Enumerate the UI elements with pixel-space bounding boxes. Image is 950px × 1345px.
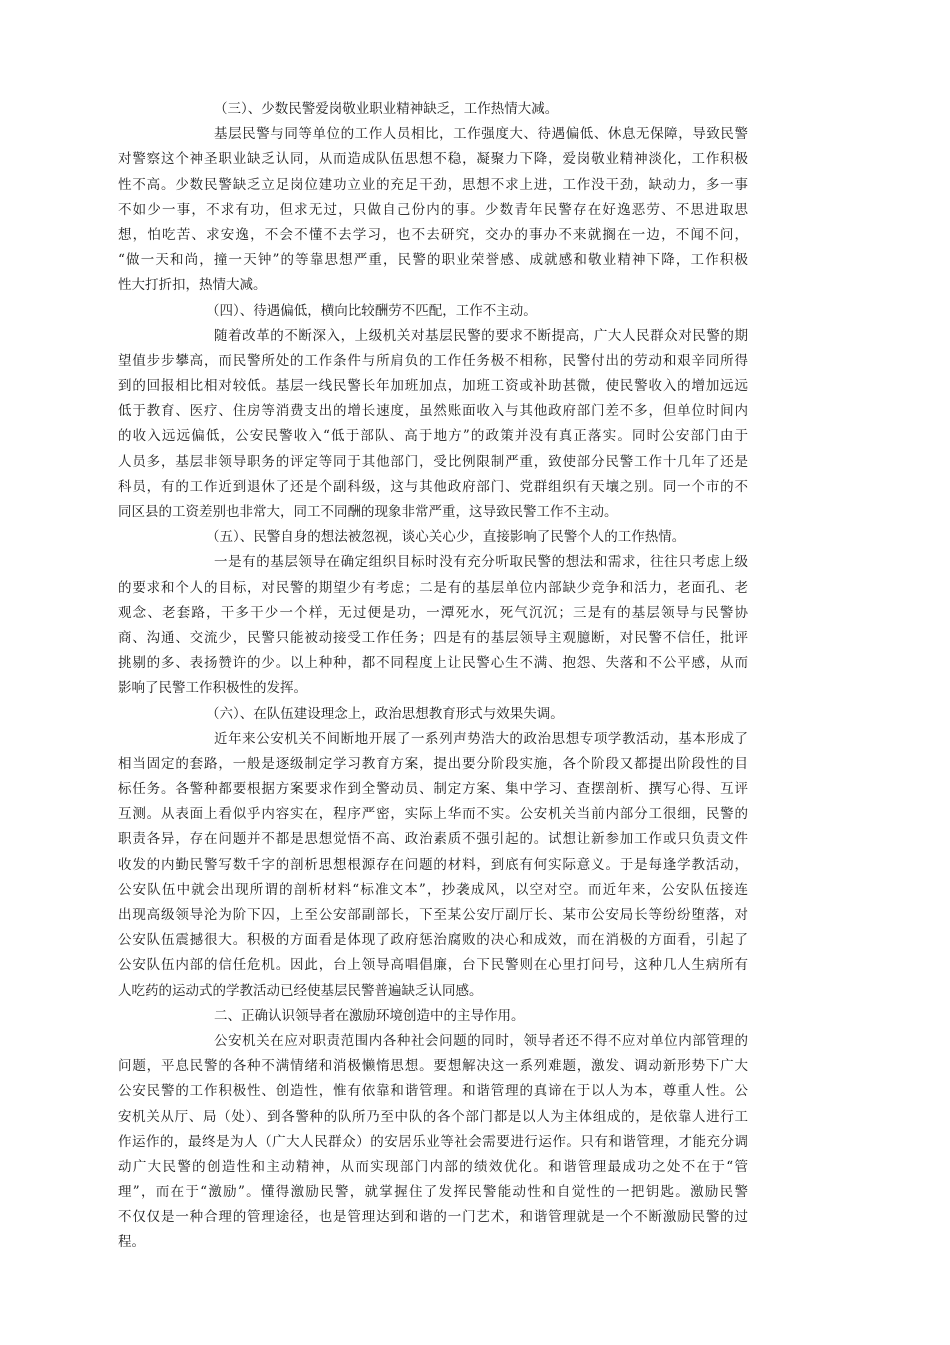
paragraph-line: 动广大民警的创造性和主动精神，从而实现部门内部的绩效优化。和谐管理最成功之处不在于“管 bbox=[118, 1158, 748, 1175]
paragraph-line: 人员多，基层非领导职务的评定等同于其他部门，受比例限制严重，致使部分民警工作十几年了还是 bbox=[118, 453, 748, 470]
paragraph-line: 基层民警与同等单位的工作人员相比，工作强度大、待遇偏低、休息无保障，导致民警 bbox=[214, 126, 748, 143]
paragraph-line: 互测。从表面上看似乎内容实在，程序严密，实际上华而不实。公安机关当前内部分工很细，民警的 bbox=[118, 806, 748, 823]
paragraph-line: 人吃药的运动式的学教活动已经使基层民警普遍缺乏认同感。 bbox=[118, 982, 483, 999]
paragraph-line: 标任务。各警种都要根据方案要求作到全警动员、制定方案、集中学习、查摆剖析、撰写心得、互评 bbox=[118, 781, 748, 798]
paragraph-line: 不如少一事，不求有功，但求无过，只做自己份内的事。少数青年民警存在好逸恶劳、不思进取思 bbox=[118, 201, 748, 218]
paragraph-line: 出现高级领导沦为阶下囚，上至公安部副部长，下至某公安厅副厅长、某市公安局长等纷纷堕落，对 bbox=[118, 907, 748, 923]
paragraph-line: 的收入远远偏低，公安民警收入“低于部队、高于地方”的政策并没有真正落实。同时公安部门由于 bbox=[118, 428, 748, 445]
paragraph-line: 近年来公安机关不间断地开展了一系列声势浩大的政治思想专项学教活动，基本形成了 bbox=[214, 730, 748, 747]
paragraph-line: 性不高。少数民警缺乏立足岗位建功立业的充足干劲，思想不求上进，工作没干劲，缺动力，多一事 bbox=[118, 176, 748, 193]
paragraph-line: “做一天和尚，撞一天钟”的等靠思想严重，民警的职业荣誉感、成就感和敬业精神下降，工作积极 bbox=[118, 252, 748, 269]
paragraph-line: 一是有的基层领导在确定组织目标时没有充分听取民警的想法和需求，往往只考虑上级 bbox=[214, 554, 748, 571]
paragraph-line: 低于教育、医疗、住房等消费支出的增长速度，虽然账面收入与其他政府部门差不多，但单位时间内 bbox=[118, 403, 748, 420]
paragraph-line: 性大打折扣，热情大减。 bbox=[118, 277, 267, 294]
paragraph-line: 职责各异，存在问题并不都是思想觉悟不高、政治素质不强引起的。试想让新参加工作或只负责文件 bbox=[118, 831, 748, 848]
paragraph-line: 不仅仅是一种合理的管理途径，也是管理达到和谐的一门艺术，和谐管理就是一个不断激励民警的过 bbox=[118, 1209, 748, 1226]
paragraph-line: 到的回报相比相对较低。基层一线民警长年加班加点，加班工资或补助甚微，使民警收入的增加远远 bbox=[118, 378, 748, 395]
paragraph-line: 公安民警的工作积极性、创造性，惟有依靠和谐管理。和谐管理的真谛在于以人为本，尊重人性。公 bbox=[118, 1083, 748, 1100]
paragraph-line: 望值步步攀高，而民警所处的工作条件与所肩负的工作任务极不相称，民警付出的劳动和艰辛同所得 bbox=[118, 352, 748, 369]
paragraph-line: 问题，平息民警的各种不满情绪和消极懒惰思想。要想解决这一系列难题，激发、调动新形势下广大 bbox=[118, 1058, 748, 1075]
section-heading: （五）、民警自身的想法被忽视，谈心关心少，直接影响了民警个人的工作热情。 bbox=[206, 529, 686, 546]
paragraph-line: 公安队伍震撼很大。积极的方面看是体现了政府惩治腐败的决心和成效，而在消极的方面看，引起了 bbox=[118, 932, 748, 949]
paragraph-line: 科员，有的工作近到退休了还是个副科级，这与其他政府部门、党群组织有天壤之别。同一个市的不 bbox=[118, 478, 748, 495]
section-heading: 二、正确认识领导者在激励环境创造中的主导作用。 bbox=[214, 1007, 525, 1024]
document-body bbox=[118, 97, 748, 1256]
paragraph-line: 理”，而在于“激励”。懂得激励民警，就掌握住了发挥民警能动性和自觉性的一把钥匙。激励民警 bbox=[118, 1184, 748, 1201]
section-heading: （四）、待遇偏低，横向比较酬劳不匹配，工作不主动。 bbox=[206, 302, 537, 319]
paragraph-line: 随着改革的不断深入，上级机关对基层民警的要求不断提高，广大人民群众对民警的期 bbox=[214, 327, 748, 344]
paragraph-line: 观念、老套路，干多干少一个样，无过便是功，一潭死水，死气沉沉；三是有的基层领导与民警协 bbox=[118, 604, 748, 621]
paragraph-line: 收发的内勤民警写数千字的剖析思想根源存在问题的材料，到底有何实际意义。于是每逢学教活动， bbox=[118, 856, 748, 873]
paragraph-line: 影响了民警工作积极性的发挥。 bbox=[118, 680, 307, 697]
paragraph-line: 安机关从厅、局（处）、到各警种的队所乃至中队的各个部门都是以人为主体组成的，是依靠人进行工 bbox=[118, 1108, 748, 1125]
paragraph-line: 对警察这个神圣职业缺乏认同，从而造成队伍思想不稳，凝聚力下降，爱岗敬业精神淡化，工作积极 bbox=[118, 151, 748, 168]
section-heading: （六）、在队伍建设理念上，政治思想教育形式与效果失调。 bbox=[206, 705, 564, 722]
paragraph-line: 商、沟通、交流少，民警只能被动接受工作任务；四是有的基层领导主观臆断，对民警不信任，批评 bbox=[118, 629, 748, 646]
paragraph-line: 程。 bbox=[118, 1234, 145, 1251]
paragraph-line: 相当固定的套路，一般是逐级制定学习教育方案，提出要分阶段实施，各个阶段又都提出阶段性的目 bbox=[118, 755, 748, 772]
paragraph-line: 公安机关在应对职责范围内各种社会问题的同时，领导者还不得不应对单位内部管理的 bbox=[214, 1032, 748, 1049]
section-heading: （三）、少数民警爱岗敬业职业精神缺乏，工作热情大减。 bbox=[214, 101, 559, 117]
paragraph-line: 想，怕吃苦、求安逸，不会不懂不去学习，也不去研究，交办的事办不来就搁在一边，不闻不问， bbox=[118, 226, 748, 243]
paragraph-line: 作运作的，最终是为人（广大人民群众）的安居乐业等社会需要进行运作。只有和谐管理，才能充分调 bbox=[118, 1133, 748, 1150]
paragraph-line: 的要求和个人的目标，对民警的期望少有考虑；二是有的基层单位内部缺少竞争和活力，老面孔、老 bbox=[118, 579, 748, 596]
paragraph-line: 挑剔的多、表扬赞许的少。以上种种，都不同程度上让民警心生不满、抱怨、失落和不公平感，从而 bbox=[118, 655, 748, 672]
paragraph-line: 公安队伍内部的信任危机。因此，台上领导高唱倡廉，台下民警则在心里打问号，这种几人生病所有 bbox=[118, 957, 748, 974]
paragraph-line: 公安队伍中就会出现所谓的剖析材料“标准文本”，抄袭成风，以空对空。而近年来，公安队伍接连 bbox=[118, 881, 748, 898]
paragraph-line: 同区县的工资差别也非常大，同工不同酬的现象非常严重，这导致民警工作不主动。 bbox=[118, 504, 618, 520]
